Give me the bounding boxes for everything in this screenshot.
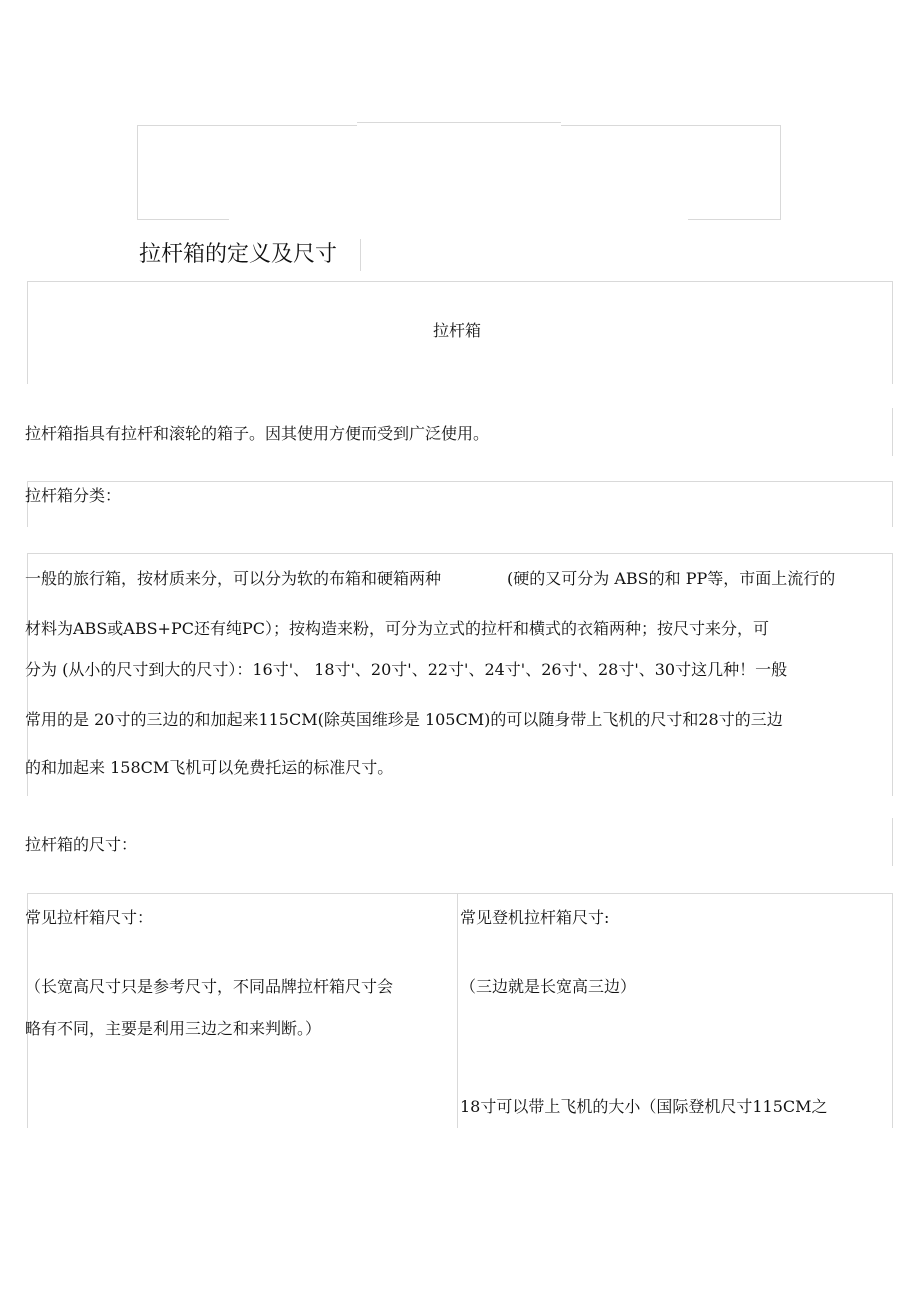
border-line: [137, 125, 357, 126]
border-line: [892, 408, 893, 456]
border-line: [892, 481, 893, 527]
paragraph-line: 分为 (从小的尺寸到大的尺寸）：16寸'、 18寸'、20寸'、22寸'、24寸'、26寸'、28寸'、30寸这几种！一般: [25, 660, 788, 679]
section-heading: 拉杆箱: [433, 321, 482, 340]
border-line: [892, 553, 893, 796]
border-line: [357, 122, 561, 123]
border-line: [360, 239, 361, 271]
border-line: [688, 219, 781, 220]
left-column-heading: 常见拉杆箱尺寸：: [25, 908, 154, 927]
border-line: [457, 893, 458, 1128]
border-line: [27, 481, 893, 482]
left-column-note: 略有不同，主要是利用三边之和来判断。）: [25, 1019, 322, 1038]
paragraph-line: 常用的是 20寸的三边的和加起来115CM(除英国维珍是 105CM)的可以随身带上飞机的尺寸和28寸的三边: [25, 710, 783, 729]
intro-paragraph: 拉杆箱指具有拉杆和滚轮的箱子。因其使用方便而受到广泛使用。: [25, 424, 490, 443]
paragraph-line: (硬的又可分为 ABS的和 PP等，市面上流行的: [507, 569, 836, 588]
right-column-heading: 常见登机拉杆箱尺寸:: [460, 908, 610, 927]
size-heading: 拉杆箱的尺寸：: [25, 835, 138, 854]
border-line: [27, 893, 893, 894]
border-line: [892, 281, 893, 384]
border-line: [892, 818, 893, 866]
border-line: [27, 281, 28, 384]
border-line: [27, 281, 893, 282]
right-column-note: （三边就是长宽高三边）: [460, 977, 637, 996]
left-column-note: （长宽高尺寸只是参考尺寸，不同品牌拉杆箱尺寸会: [25, 977, 394, 996]
border-line: [27, 893, 28, 1128]
border-line: [137, 219, 229, 220]
paragraph-line: 一般的旅行箱，按材质来分，可以分为软的布箱和硬箱两种: [25, 569, 442, 588]
border-line: [892, 893, 893, 1128]
paragraph-line: 材料为ABS或ABS+PC还有纯PC）；按构造来粉，可分为立式的拉杆和横式的衣箱两种；按尺寸来分，可: [25, 619, 769, 638]
right-column-item: 18寸可以带上飞机的大小（国际登机尺寸115CM之: [460, 1097, 828, 1116]
classification-heading: 拉杆箱分类：: [25, 486, 122, 505]
border-line: [137, 125, 138, 220]
border-line: [27, 553, 893, 554]
border-line: [780, 125, 781, 220]
paragraph-line: 的和加起来 158CM飞机可以免费托运的标准尺寸。: [25, 758, 394, 777]
page-title: 拉杆箱的定义及尺寸: [139, 242, 338, 267]
border-line: [561, 125, 781, 126]
